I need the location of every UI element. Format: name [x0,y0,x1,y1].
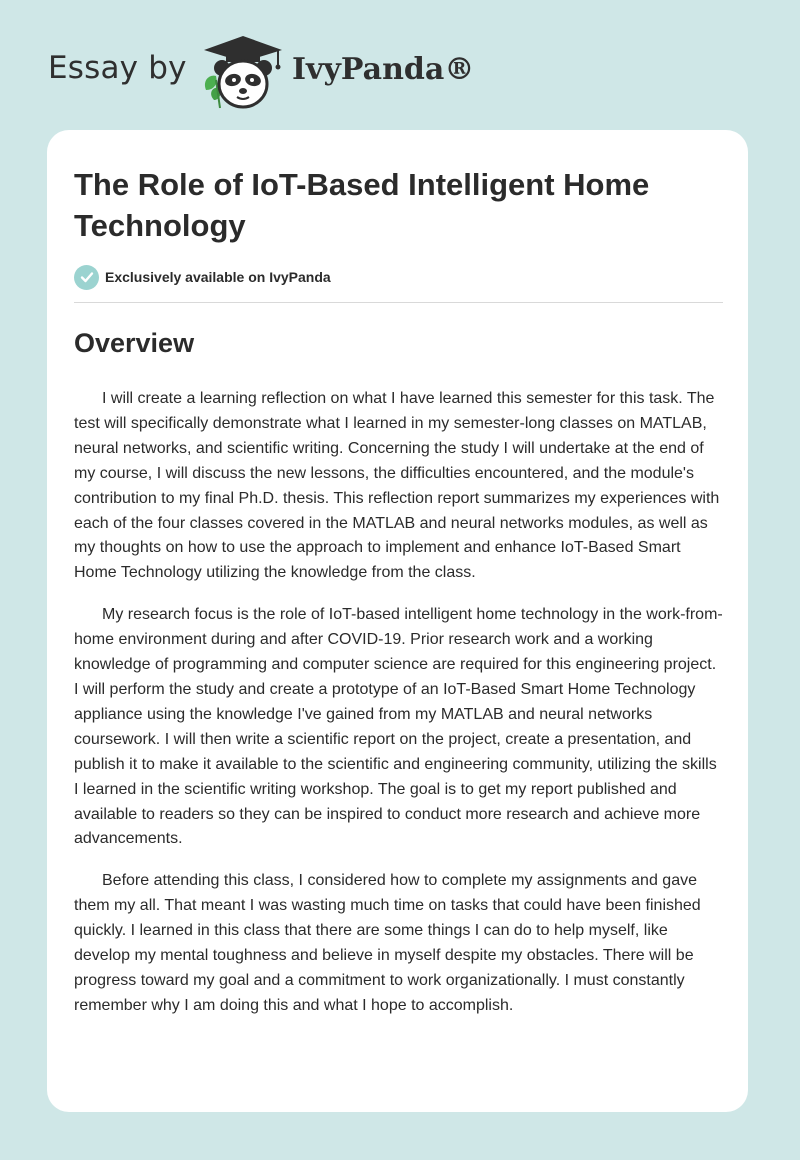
section-heading: Overview [74,328,195,358]
panda-logo-icon[interactable] [200,34,286,112]
exclusive-badge [74,264,331,290]
check-icon [74,265,99,290]
badge-label: Exclusively available on IvyPanda [105,269,331,285]
essay-card [47,130,748,1112]
site-header [48,30,748,110]
essay-body [74,387,725,1036]
brand-name[interactable]: IvyPanda® [292,52,475,87]
paragraph: Before attending this class, I considered how to complete my assignments and gave them my all. That meant I was wasting much time on tasks that could have been finished quickly. I learned in this class that there are some things I can do to help myself, like develop my mental toughness and believe in myself despite my obstacles. There will be progress toward my goal and a commitment to work organizationally. I must constantly remember why I am doing this and what I hope to accomplish. [74,872,701,1014]
paragraph: I will create a learning reflection on what I have learned this semester for this task. The test will specifically demonstrate what I learned in my semester-long classes on MATLAB, neural networks, and scientific writing. Concerning the study I will undertake at the end of my course, I will discuss the new lessons, the difficulties encountered, and the module's contribution to my final Ph.D. thesis. This reflection report summarizes my experiences with each of the four classes covered in the MATLAB and neural networks modules, as well as my thoughts on how to use the approach to implement and enhance IoT-Based Smart Home Technology utilizing the knowledge from the class. [74,390,720,582]
paragraph: My research focus is the role of IoT-based intelligent home technology in the work-from-home environment during and after COVID-19. Prior research work and a working knowledge of programming and computer science are required for this engineering project. I will perform the study and create a prototype of an IoT-Based Smart Home Technology appliance using the knowledge I've gained from my MATLAB and neural networks coursework. I will then write a scientific report on the project, create a presentation, and publish it to make it available to the scientific and engineering community, utilizing the skills I learned in the scientific writing workshop. The goal is to get my report published and available to readers so they can be inspired to conduct more research and achieve more advancements. [74,606,723,848]
page-title: The Role of IoT-Based Intelligent Home Technology [74,167,650,243]
essay-by-label: Essay by [48,50,187,86]
divider [74,302,723,303]
